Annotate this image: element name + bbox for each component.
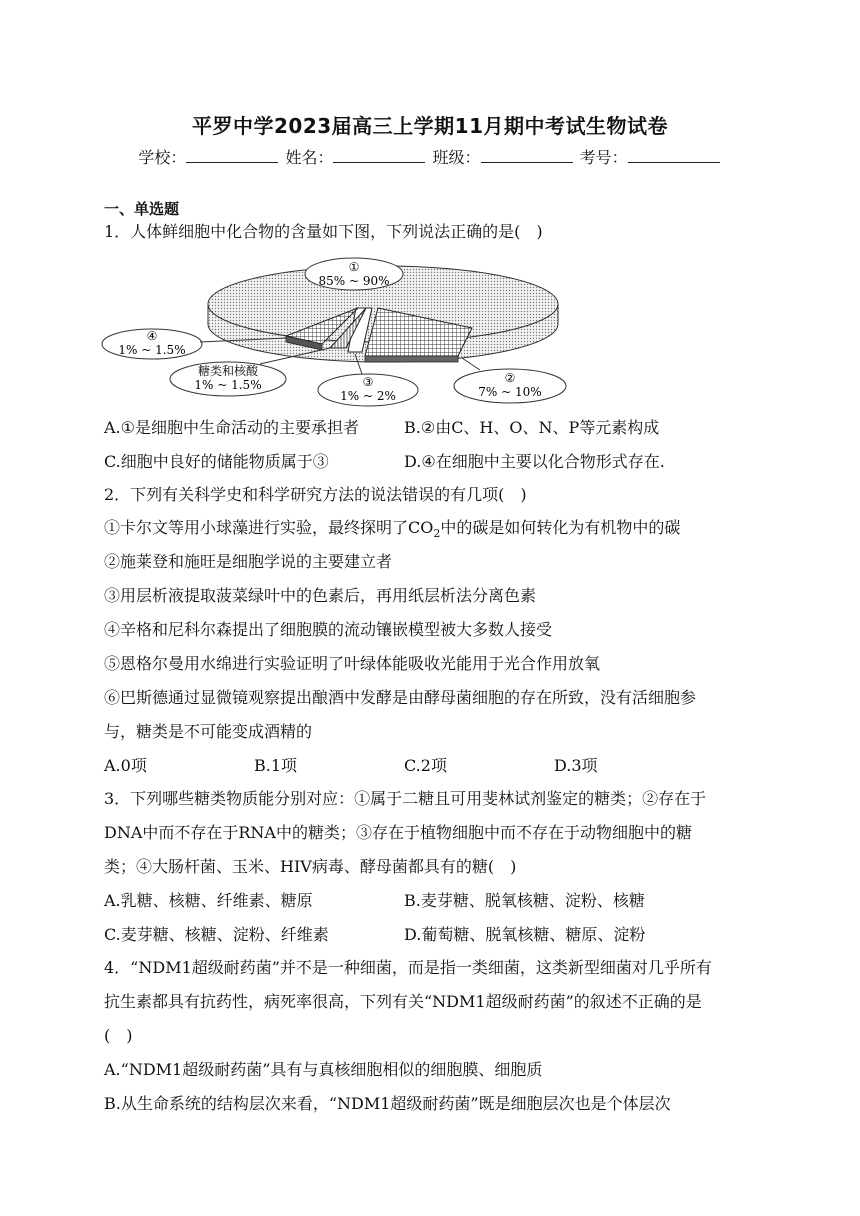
- q4-option-a[interactable]: A.“NDM1超级耐药菌”具有与真核细胞相似的细胞膜、细胞质: [104, 1060, 543, 1079]
- q2-option-b[interactable]: B.1项: [254, 756, 298, 775]
- q2-statement-4: ④辛格和尼科尔森提出了细胞膜的流动镶嵌模型被大多数人接受: [104, 620, 553, 639]
- label-3-num: ③: [362, 375, 374, 389]
- q2-statement-6-line-1: ⑥巴斯德通过显微镜观察提出酿酒中发酵是由酵母菌细胞的存在所致，没有活细胞参: [104, 688, 697, 707]
- name-label: 姓名：: [285, 148, 334, 167]
- q2-statement-5: ⑤恩格尔曼用水绵进行实验证明了叶绿体能吸收光能用于光合作用放氧: [104, 654, 601, 673]
- name-blank[interactable]: [333, 148, 425, 163]
- q3-option-d[interactable]: D.葡萄糖、脱氧核糖、糖原、淀粉: [404, 925, 646, 944]
- q2-option-c[interactable]: C.2项: [404, 756, 447, 775]
- exam-title: 平罗中学2023届高三上学期11月期中考试生物试卷: [192, 114, 668, 138]
- exam-no-label: 考号：: [579, 148, 628, 167]
- label-5-value: 1% ~ 1.5%: [194, 378, 262, 392]
- class-label: 班级：: [432, 148, 481, 167]
- q2-stem: 2．下列有关科学史和科学研究方法的说法错误的有几项( ): [104, 485, 527, 504]
- label-5-name: 糖类和核酸: [197, 364, 259, 378]
- q2-statement-3: ③用层析液提取菠菜绿叶中的色素后，再用纸层析法分离色素: [104, 586, 537, 605]
- label-2-num: ②: [504, 371, 516, 385]
- q1-option-b[interactable]: B.②由C、H、O、N、P等元素构成: [404, 418, 660, 437]
- q3-stem-line-2: DNA中而不存在于RNA中的糖类；③存在于植物细胞中而不存在于动物细胞中的糖: [104, 823, 692, 842]
- q3-option-b[interactable]: B.麦芽糖、脱氧核糖、淀粉、核糖: [404, 891, 645, 910]
- q2-option-a[interactable]: A.0项: [104, 756, 147, 775]
- label-2-value: 7% ~ 10%: [478, 385, 542, 399]
- label-1-num: ①: [348, 260, 360, 274]
- student-info-line: [0, 145, 860, 168]
- q3-stem-line-1: 3．下列哪些糖类物质能分别对应：①属于二糖且可用斐林试剂鉴定的糖类；②存在于: [104, 789, 707, 808]
- q2-statement-1: ①卡尔文等用小球藻进行实验，最终探明了$CO_2$中的碳是如何转化为有机物中的碳: [104, 518, 681, 541]
- q2-option-d[interactable]: D.3项: [554, 756, 598, 775]
- q4-stem-line-2: 抗生素都具有抗药性，病死率很高，下列有关“NDM1超级耐药菌”的叙述不正确的是: [104, 992, 702, 1011]
- q3-option-c[interactable]: C.麦芽糖、核糖、淀粉、纤维素: [104, 925, 329, 944]
- label-4-value: 1% ~ 1.5%: [118, 343, 186, 357]
- q4-stem-line-3: ( ): [104, 1026, 133, 1045]
- slice-2-edge: [365, 356, 458, 362]
- school-label: 学校：: [138, 148, 187, 167]
- q3-stem-line-3: 类；④大肠杆菌、玉米、HIV病毒、酵母菌都具有的糖( ): [104, 857, 517, 876]
- q1-option-a[interactable]: A.①是细胞中生命活动的主要承担者: [104, 418, 359, 437]
- q1-pie-figure: [100, 256, 570, 414]
- q4-option-b[interactable]: B.从生命系统的结构层次来看，“NDM1超级耐药菌”既是细胞层次也是个体层次: [104, 1094, 671, 1113]
- section-heading: 一、单选题: [104, 200, 180, 218]
- q2-statement-6-line-2: 与，糖类是不可能变成酒精的: [104, 722, 313, 741]
- label-3-value: 1% ~ 2%: [340, 389, 396, 403]
- q3-option-a[interactable]: A.乳糖、核糖、纤维素、糖原: [104, 891, 313, 910]
- q1-option-c[interactable]: C.细胞中良好的储能物质属于③: [104, 452, 329, 471]
- label-1-value: 85% ~ 90%: [318, 274, 390, 288]
- school-blank[interactable]: [186, 148, 278, 163]
- q1-option-d[interactable]: D.④在细胞中主要以化合物形式存在.: [404, 452, 665, 471]
- class-blank[interactable]: [481, 148, 573, 163]
- q2-statement-2: ②施莱登和施旺是细胞学说的主要建立者: [104, 552, 393, 571]
- q4-stem-line-1: 4．“NDM1超级耐药菌”并不是一种细菌，而是指一类细菌，这类新型细菌对几乎所有: [104, 958, 712, 977]
- label-4-num: ④: [146, 329, 158, 343]
- exam-no-blank[interactable]: [628, 148, 720, 163]
- q1-stem: 1．人体鲜细胞中化合物的含量如下图，下列说法正确的是( ): [104, 222, 543, 241]
